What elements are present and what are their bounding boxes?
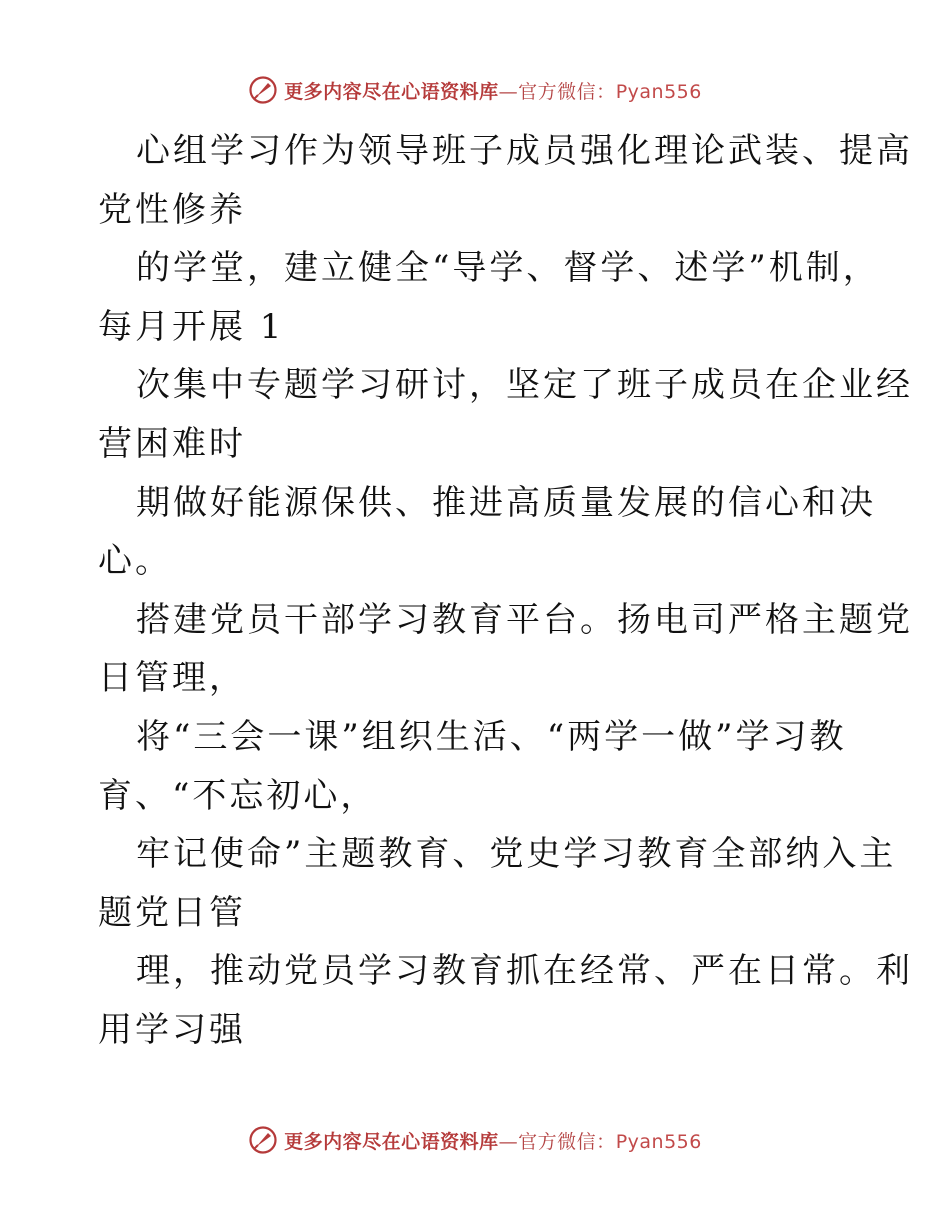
quill-logo-icon — [248, 1125, 278, 1155]
footer-watermark — [0, 1120, 950, 1160]
text-line: 题党日管 — [98, 892, 246, 933]
watermark-separator: — — [498, 80, 519, 103]
text-line: 次集中专题学习研讨，坚定了班子成员在企业经 — [136, 365, 913, 406]
text-line: 日管理， — [98, 658, 246, 699]
text-line: 每月开展 1 — [98, 306, 285, 347]
text-line: 营困难时 — [98, 423, 246, 464]
text-line: 党性修养 — [98, 189, 246, 230]
watermark-wechat-id: Pyan556 — [615, 1130, 702, 1153]
text-line: 将“三会一课”组织生活、“两学一做”学习教 — [136, 716, 847, 757]
text-line: 心。 — [98, 541, 172, 582]
watermark-wechat-label: 官方微信： — [518, 80, 616, 103]
text-line: 用学习强 — [98, 1009, 246, 1050]
watermark-wechat-id: Pyan556 — [615, 80, 702, 103]
watermark-wechat-label: 官方微信： — [518, 1130, 616, 1153]
watermark-site: 更多内容尽在心语资料库 — [284, 80, 499, 103]
header-watermark — [0, 70, 950, 110]
text-line: 的学堂，建立健全“导学、督学、述学”机制， — [136, 248, 880, 289]
text-line: 牢记使命”主题教育、党史学习教育全部纳入主 — [136, 834, 897, 875]
watermark-text — [284, 77, 702, 104]
text-line: 心组学习作为领导班子成员强化理论武装、提高 — [136, 131, 913, 171]
watermark-site: 更多内容尽在心语资料库 — [284, 1130, 499, 1153]
document-body — [98, 122, 913, 1060]
text-line: 育、“不忘初心， — [98, 775, 378, 816]
watermark-text — [284, 1127, 702, 1154]
text-line: 搭建党员干部学习教育平台。扬电司严格主题党 — [136, 599, 913, 640]
watermark-separator: — — [498, 1130, 519, 1153]
quill-logo-icon — [248, 75, 278, 105]
text-line: 期做好能源保供、推进高质量发展的信心和决 — [136, 482, 876, 523]
text-line: 理，推动党员学习教育抓在经常、严在日常。利 — [136, 951, 913, 992]
